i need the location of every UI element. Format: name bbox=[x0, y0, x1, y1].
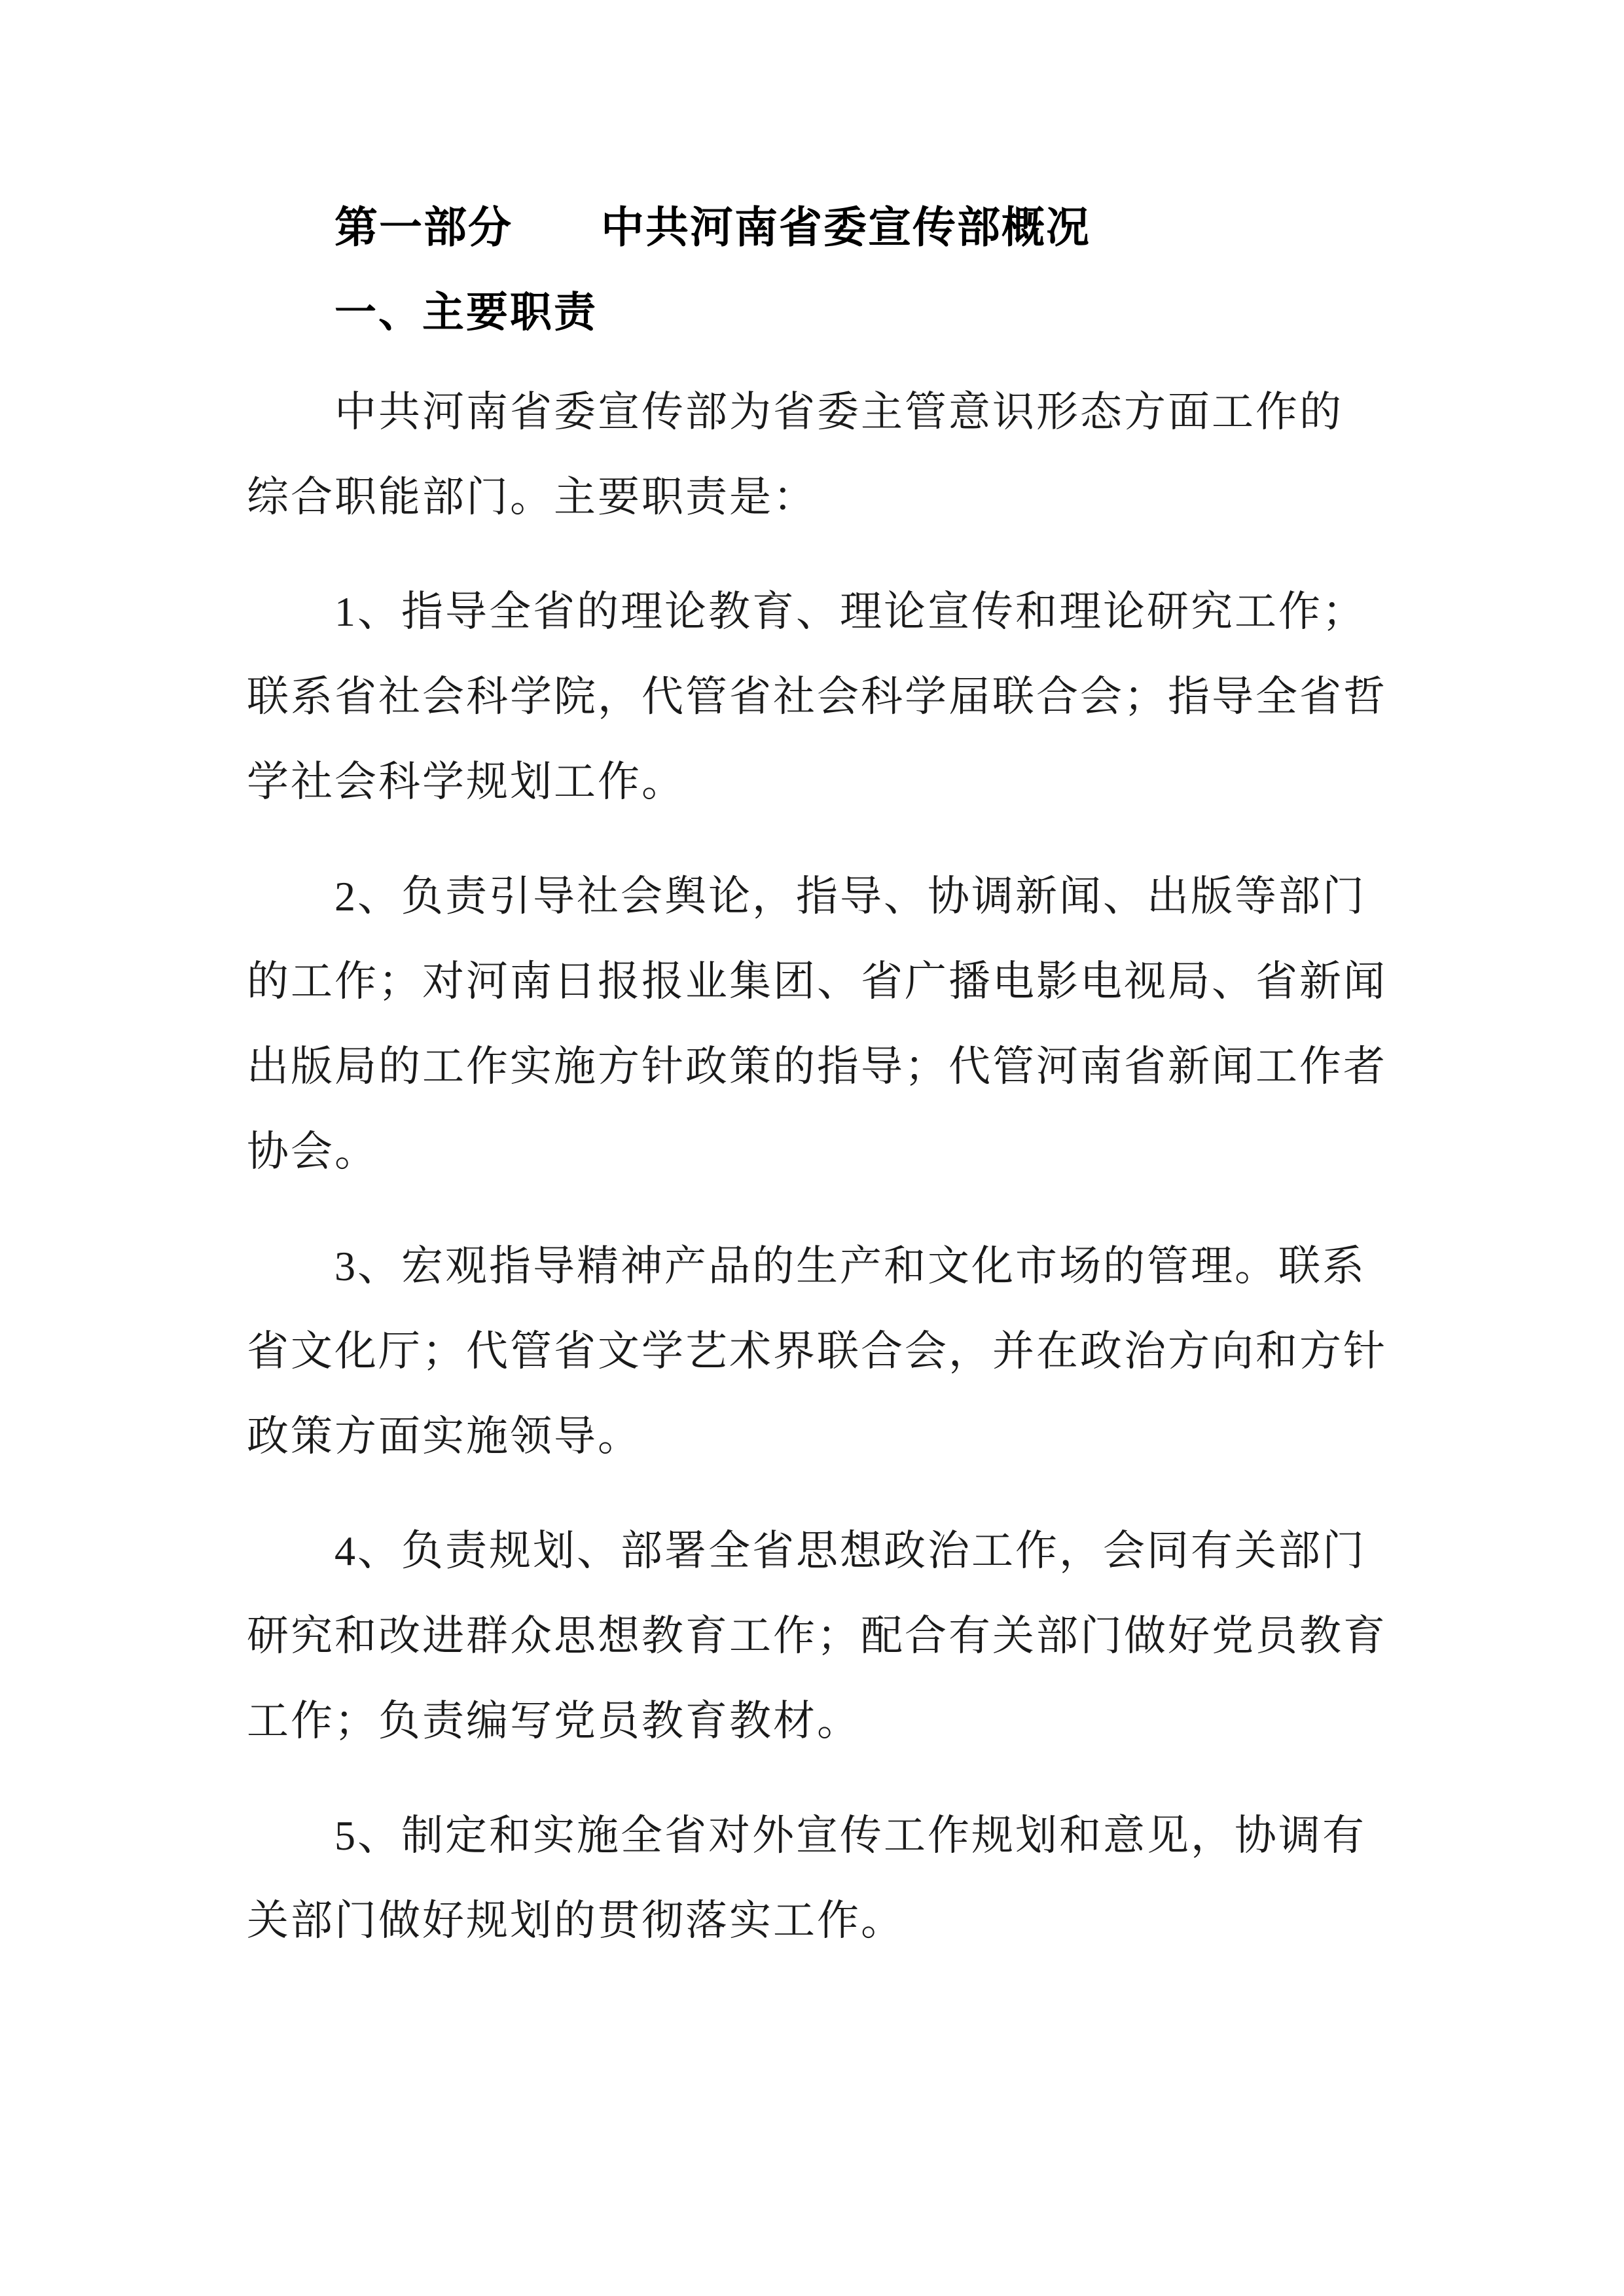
paragraph-line: 2、负责引导社会舆论，指导、协调新闻、出版等部门 bbox=[334, 873, 1366, 920]
paragraph-line: 5、制定和实施全省对外宣传工作规划和意见，协调有 bbox=[334, 1812, 1366, 1859]
paragraph-line: 研究和改进群众思想教育工作；配合有关部门做好党员教育 bbox=[247, 1613, 1387, 1659]
paragraph bbox=[247, 1509, 1387, 1764]
paragraph bbox=[247, 854, 1387, 1194]
paragraph-line: 4、负责规划、部署全省思想政治工作，会同有关部门 bbox=[334, 1528, 1366, 1574]
paragraph-line: 关部门做好规划的贯彻落实工作。 bbox=[247, 1897, 905, 1944]
document-title bbox=[247, 185, 1379, 270]
paragraph-line: 中共河南省委宣传部为省委主管意识形态方面工作的 bbox=[334, 389, 1343, 435]
paragraph-line: 联系省社会科学院，代管省社会科学届联合会；指导全省哲 bbox=[247, 673, 1387, 720]
paragraph bbox=[247, 569, 1387, 825]
document-content bbox=[247, 185, 1387, 1964]
document-title-part-label: 第一部分 bbox=[334, 203, 513, 251]
paragraph-line: 综合职能部门。主要职责是： bbox=[247, 474, 817, 520]
paragraph-line: 学社会科学规划工作。 bbox=[247, 759, 685, 805]
paragraph-line: 1、指导全省的理论教育、理论宣传和理论研究工作； bbox=[334, 588, 1366, 635]
paragraph-line: 省文化厅；代管省文学艺术界联合会，并在政治方向和方针 bbox=[247, 1328, 1387, 1374]
paragraph bbox=[247, 370, 1379, 540]
document-title-part-title: 中共河南省委宣传部概况 bbox=[601, 203, 1091, 251]
paragraph-line: 的工作；对河南日报报业集团、省广播电影电视局、省新闻 bbox=[247, 958, 1387, 1005]
paragraph bbox=[247, 1224, 1387, 1479]
paragraph-list bbox=[247, 370, 1387, 1964]
paragraph-line: 出版局的工作实施方针政策的指导；代管河南省新闻工作者 bbox=[247, 1043, 1387, 1090]
paragraph-line: 3、宏观指导精神产品的生产和文化市场的管理。联系 bbox=[334, 1243, 1366, 1289]
paragraph-line: 协会。 bbox=[247, 1128, 378, 1175]
paragraph bbox=[247, 1793, 1379, 1964]
paragraph-line: 工作；负责编写党员教育教材。 bbox=[247, 1698, 861, 1744]
paragraph-line: 政策方面实施领导。 bbox=[247, 1413, 641, 1460]
section-heading: 一、主要职责 bbox=[334, 289, 598, 336]
